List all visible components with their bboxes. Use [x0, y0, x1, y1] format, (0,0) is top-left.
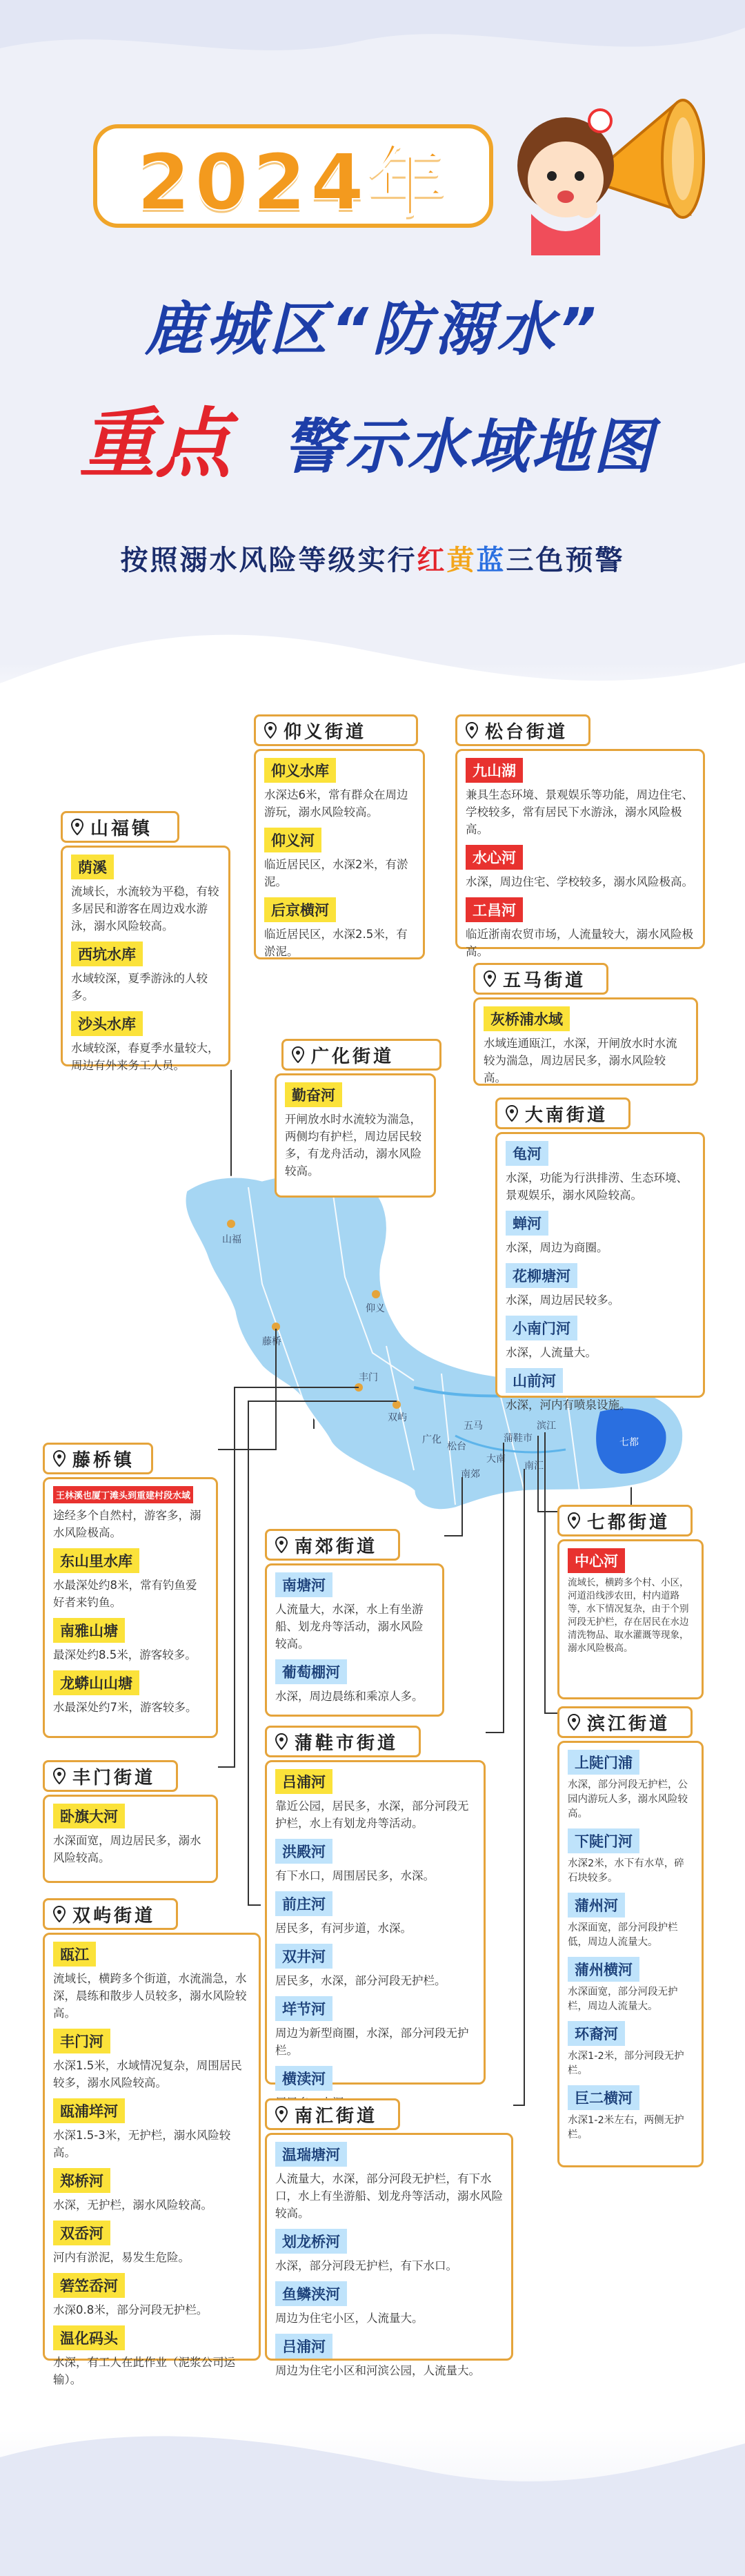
location-pin-icon	[53, 1450, 66, 1467]
subtitle-yellow: 黄	[446, 545, 477, 576]
location-pin-icon	[275, 1536, 288, 1553]
district-header-tengqiao	[43, 1443, 153, 1474]
district-card-nanhui	[265, 2133, 513, 2377]
water-item	[506, 1316, 695, 1361]
water-desc: 周边为住宅小区，人流量大。	[275, 2312, 424, 2325]
water-desc: 流域长，水流较为平稳，有较多居民和游客在周边戏水游泳，溺水风险较高。	[71, 885, 219, 933]
district-name: 仰义街道	[284, 721, 367, 743]
water-item	[53, 1618, 208, 1663]
water-name: 山前河	[506, 1368, 563, 1393]
map-label-nanjiao: 南郊	[461, 1469, 480, 1480]
water-name: 双井河	[275, 1944, 332, 1969]
water-name: 九山湖	[466, 758, 523, 783]
water-desc: 水深面宽，部分河段无护栏，周边人流量大。	[568, 1987, 678, 2012]
location-pin-icon	[53, 1768, 66, 1784]
water-item	[568, 1828, 693, 1886]
water-item	[568, 1957, 693, 2014]
water-name: 后京横河	[264, 897, 336, 922]
water-desc: 临近居民区，水深2米，有淤泥。	[264, 858, 408, 888]
water-item	[275, 1944, 475, 1989]
water-name: 蒲州河	[568, 1893, 625, 1918]
district-card-fengmen	[43, 1795, 218, 1883]
map-label-yangyi: 仰义	[366, 1303, 385, 1314]
district-name: 南郊街道	[295, 1536, 378, 1557]
water-item	[466, 897, 695, 960]
water-name: 前庄河	[275, 1891, 332, 1916]
water-name: 龙蟒山山塘	[53, 1670, 139, 1695]
water-name: 灰桥浦水域	[484, 1006, 570, 1031]
water-desc: 水深，周边晨练和乘凉人多。	[275, 1690, 424, 1703]
water-name: 下陡门河	[568, 1828, 639, 1853]
year-title: 2024年	[137, 137, 450, 228]
water-name: 垟节河	[275, 1996, 332, 2021]
map-label-qidu: 七都	[619, 1437, 639, 1448]
water-item	[506, 1368, 695, 1414]
water-desc: 临近居民区，水深2.5米，有淤泥。	[264, 928, 408, 958]
water-desc: 水域较深，春夏季水量较大，周边有外来务工人员。	[71, 1042, 219, 1072]
water-item	[568, 1548, 693, 1655]
water-item	[71, 941, 220, 1004]
water-desc: 居民多，有河步道，水深。	[275, 1922, 412, 1935]
water-item	[71, 855, 220, 935]
water-desc: 水最深处约8米，常有钓鱼爱好者来钓鱼。	[53, 1579, 197, 1609]
water-desc: 临近浙南农贸市场，人流量较大，溺水风险极高。	[466, 928, 693, 958]
year-badge	[93, 124, 493, 228]
water-desc: 水深1.5米，水域情况复杂，周围居民较多，溺水风险较高。	[53, 2059, 242, 2089]
district-header-fengmen	[43, 1760, 178, 1792]
water-name: 洪殿河	[275, 1839, 332, 1864]
water-item	[53, 2029, 250, 2091]
district-name: 滨江街道	[587, 1713, 670, 1735]
water-desc: 最深处约8.5米，游客较多。	[53, 1648, 197, 1661]
district-card-wuma	[473, 997, 698, 1086]
water-desc: 水最深处约7米，游客较多。	[53, 1701, 197, 1714]
water-item	[53, 2273, 250, 2319]
water-desc: 水深0.8米，部分河段无护栏。	[53, 2303, 208, 2316]
water-desc: 水深，周边住宅、学校较多，溺水风险极高。	[466, 875, 693, 888]
water-item	[53, 2098, 250, 2161]
map-label-guanghua: 广化	[422, 1434, 441, 1445]
water-name: 南塘河	[275, 1572, 332, 1597]
district-header-puxieshi	[265, 1726, 421, 1757]
district-card-nanjiao	[265, 1563, 444, 1717]
water-desc: 水深，有工人在此作业（泥浆公司运输）。	[53, 2356, 235, 2386]
water-desc: 水域较深，夏季游泳的人较多。	[71, 972, 208, 1002]
subtitle-blue: 蓝	[476, 545, 506, 576]
district-header-danan	[495, 1097, 630, 1129]
water-item	[275, 1996, 475, 2059]
water-item	[53, 1942, 250, 2022]
water-name: 环裔河	[568, 2021, 625, 2046]
district-name: 南汇街道	[295, 2105, 378, 2127]
location-pin-icon	[71, 819, 83, 835]
district-card-guanghua	[275, 1073, 436, 1198]
water-item	[506, 1263, 695, 1309]
water-desc: 水深，周边居民较多。	[506, 1294, 619, 1307]
district-header-shanfu	[61, 811, 179, 843]
district-card-shuangyu	[43, 1933, 261, 2386]
district-name: 藤桥镇	[72, 1450, 135, 1471]
map-label-shuangyu: 双屿	[388, 1412, 407, 1423]
water-name: 吕浦河	[275, 2334, 332, 2359]
water-desc: 靠近公园，居民多，水深，部分河段无护栏，水上有划龙舟等活动。	[275, 1799, 469, 1830]
water-name: 小南门河	[506, 1316, 577, 1340]
water-name: 沙头水库	[71, 1011, 143, 1036]
water-item	[568, 1750, 693, 1822]
water-name: 瓯江	[53, 1942, 96, 1967]
headline-key: 重点	[79, 400, 231, 488]
water-name: 丰门河	[53, 2029, 110, 2053]
water-desc: 途经多个自然村，游客多，溺水风险极高。	[53, 1509, 201, 1539]
location-pin-icon	[506, 1105, 518, 1122]
water-name: 中心河	[568, 1548, 625, 1573]
location-pin-icon	[275, 2106, 288, 2123]
water-item	[264, 897, 415, 960]
district-header-songtai	[455, 714, 590, 746]
water-desc: 居民多，水深，部分河段无护栏。	[275, 1974, 446, 1987]
water-desc: 水深，人流量大。	[506, 1346, 597, 1359]
district-header-binjiang	[557, 1706, 693, 1738]
water-desc: 流域长，横跨多个村、小区，河道沿线涉农田，村内道路等，水下情况复杂，由于个别河段无护栏，存在居民在水边清洗物品、取水灌溉等现象，溺水风险极高。	[568, 1577, 689, 1654]
water-name: 葡萄棚河	[275, 1659, 347, 1684]
water-item	[53, 2168, 250, 2214]
location-pin-icon	[275, 1733, 288, 1750]
water-item	[285, 1082, 426, 1180]
water-name: 郑桥河	[53, 2168, 110, 2193]
location-pin-icon	[264, 722, 277, 739]
water-item	[275, 1839, 475, 1884]
water-name: 王林溪也厦丁滩头到重建村段水域	[53, 1486, 193, 1503]
location-pin-icon	[466, 722, 478, 739]
water-item	[568, 2021, 693, 2078]
subtitle	[0, 538, 745, 578]
water-desc: 水深，部分河段无护栏，公园内游玩人多，溺水风险较高。	[568, 1779, 688, 1819]
district-name: 五马街道	[503, 970, 586, 991]
district-name: 双屿街道	[72, 1905, 156, 1926]
water-item	[53, 1548, 208, 1611]
district-card-puxieshi	[265, 1760, 486, 2085]
water-name: 横渎河	[275, 2066, 332, 2091]
water-item	[484, 1006, 688, 1086]
water-item	[466, 758, 695, 838]
water-item	[275, 1659, 434, 1705]
map-label-tengqiao: 藤桥	[262, 1336, 281, 1347]
water-name: 鱼鳞浃河	[275, 2281, 347, 2306]
district-name: 山福镇	[90, 818, 153, 839]
location-pin-icon	[53, 1906, 66, 1922]
water-item	[275, 2334, 503, 2379]
map-label-danan: 大南	[486, 1454, 506, 1465]
water-desc: 有下水口，周围居民多，水深。	[275, 1869, 435, 1882]
water-name: 东山里水库	[53, 1548, 139, 1573]
water-item	[275, 1572, 434, 1652]
water-item	[275, 2142, 503, 2222]
water-name: 龟河	[506, 1141, 548, 1166]
map-label-fengmen: 丰门	[359, 1372, 378, 1383]
water-name: 箬笠岙河	[53, 2273, 125, 2298]
water-item	[275, 2281, 503, 2327]
water-name: 南雅山塘	[53, 1618, 125, 1643]
water-item	[264, 828, 415, 890]
water-item	[71, 1011, 220, 1074]
district-card-binjiang	[557, 1741, 704, 2167]
water-name: 温化码头	[53, 2325, 125, 2350]
subtitle-pre: 按照溺水风险等级实行	[120, 545, 417, 576]
water-desc: 水深2米，水下有水草，碎石块较多。	[568, 1858, 684, 1884]
bottom-wave-decoration	[0, 2416, 745, 2576]
location-pin-icon	[292, 1046, 304, 1063]
water-name: 仰义水库	[264, 758, 336, 783]
water-name: 工昌河	[466, 897, 523, 922]
water-desc: 人流量大，水深，水上有坐游船、划龙舟等活动，溺水风险较高。	[275, 1603, 424, 1650]
water-item	[53, 2221, 250, 2266]
water-desc: 水深1.5-3米，无护栏，溺水风险较高。	[53, 2129, 231, 2159]
water-item	[53, 1804, 208, 1866]
subtitle-red: 红	[417, 545, 447, 576]
district-name: 丰门街道	[72, 1767, 156, 1788]
district-header-nanjiao	[265, 1529, 400, 1561]
district-header-guanghua	[281, 1039, 441, 1071]
district-name: 蒲鞋市街道	[295, 1733, 399, 1754]
water-name: 蒲州横河	[568, 1957, 639, 1982]
water-item	[466, 845, 695, 890]
water-item	[53, 2325, 250, 2388]
district-card-shanfu	[61, 846, 230, 1072]
water-desc: 周边为住宅小区和河滨公园，人流量大。	[275, 2364, 480, 2377]
water-desc: 水深达6米，常有群众在周边游玩，溺水风险较高。	[264, 788, 408, 819]
water-item	[53, 1670, 208, 1716]
water-desc: 兼具生态环境、景观娱乐等功能，周边住宅、学校较多，常有居民下水游泳，溺水风险极高。	[466, 788, 693, 836]
water-desc: 水深，周边为商圈。	[506, 1241, 608, 1254]
water-name: 西坑水库	[71, 941, 143, 966]
map-label-songtai: 松台	[447, 1441, 466, 1452]
water-name: 吕浦河	[275, 1769, 332, 1794]
water-desc: 河内有淤泥，易发生危险。	[53, 2251, 190, 2264]
water-desc: 水深面宽，周边居民多，溺水风险较高。	[53, 1834, 201, 1864]
water-name: 划龙桥河	[275, 2229, 347, 2254]
district-card-danan	[495, 1132, 705, 1412]
water-name: 水心河	[466, 845, 523, 870]
water-name: 瓯浦垟河	[53, 2098, 125, 2123]
district-card-yangyi	[254, 749, 425, 959]
district-name: 大南街道	[525, 1104, 608, 1126]
headline-map: 警示水域地图	[283, 413, 655, 482]
map-label-shanfu: 山福	[222, 1234, 241, 1245]
water-item	[275, 1891, 475, 1937]
water-name: 勤奋河	[285, 1082, 342, 1107]
water-desc: 水深，无护栏，溺水风险较高。	[53, 2198, 212, 2212]
water-desc: 水深，河内有喷泉设施。	[506, 1398, 631, 1412]
water-name: 荫溪	[71, 855, 114, 879]
map-label-nanhui: 南汇	[524, 1461, 544, 1472]
district-card-songtai	[455, 749, 705, 958]
district-card-qidu	[557, 1539, 704, 1699]
water-item	[506, 1141, 695, 1204]
location-pin-icon	[484, 970, 496, 987]
map-label-binjiang: 滨江	[537, 1421, 556, 1432]
district-header-nanhui	[265, 2098, 400, 2130]
water-desc: 人流量大，水深，部分河段无护栏，有下水口，水上有坐游船、划龙舟等活动，溺水风险较高。	[275, 2172, 503, 2220]
water-desc: 水深1-2米，部分河段无护栏。	[568, 2051, 684, 2076]
district-header-wuma	[473, 963, 608, 995]
water-desc: 水深1-2米左右，两侧无护栏。	[568, 2115, 684, 2140]
map-label-puxieshi: 蒲鞋市	[504, 1433, 533, 1444]
water-item	[275, 2229, 503, 2274]
water-name: 温瑞塘河	[275, 2142, 347, 2167]
water-name: 双岙河	[53, 2221, 110, 2245]
district-header-yangyi	[254, 714, 418, 746]
water-name: 上陡门浦	[568, 1750, 639, 1775]
water-name: 仰义河	[264, 828, 321, 852]
location-pin-icon	[568, 1714, 580, 1730]
district-name: 广化街道	[311, 1046, 395, 1067]
subtitle-post: 三色预警	[506, 545, 625, 576]
location-pin-icon	[568, 1512, 580, 1529]
water-desc: 水深，部分河段无护栏，有下水口。	[275, 2259, 457, 2272]
water-item	[264, 758, 415, 821]
water-desc: 水域连通瓯江，水深，开闸放水时水流较为湍急，周边居民多，溺水风险较高。	[484, 1037, 677, 1084]
water-desc: 周边为新型商圈，水深，部分河段无护栏。	[275, 2027, 469, 2057]
district-card-tengqiao	[43, 1477, 218, 1738]
water-name: 卧旗大河	[53, 1804, 125, 1828]
district-name: 七都街道	[587, 1512, 670, 1533]
water-item	[53, 1486, 208, 1541]
water-name: 花柳塘河	[506, 1263, 577, 1288]
water-item	[275, 1769, 475, 1832]
water-desc: 水深面宽，部分河段护栏低，周边人流量大。	[568, 1922, 678, 1948]
girl-with-megaphone-icon	[483, 76, 711, 255]
water-desc: 开闸放水时水流较为湍急，两侧均有护栏，周边居民较多，有龙舟活动，溺水风险较高。	[285, 1113, 421, 1178]
water-name: 蝉河	[506, 1211, 548, 1236]
district-header-shuangyu	[43, 1898, 178, 1930]
water-item	[568, 1893, 693, 1950]
district-header-qidu	[557, 1505, 693, 1536]
headline-line2: 鹿城区“防溺水”	[144, 295, 601, 363]
top-wave-decoration	[0, 0, 745, 83]
district-name: 松台街道	[485, 721, 568, 743]
water-desc: 流域长，横跨多个街道，水流湍急，水深，晨练和散步人员较多，溺水风险较高。	[53, 1972, 247, 2020]
water-item	[506, 1211, 695, 1256]
map-label-wuma: 五马	[464, 1421, 483, 1432]
water-name: 巨二横河	[568, 2085, 639, 2110]
water-desc: 水深，功能为行洪排涝、生态环境、景观娱乐，溺水风险较高。	[506, 1171, 688, 1202]
water-item	[568, 2085, 693, 2143]
